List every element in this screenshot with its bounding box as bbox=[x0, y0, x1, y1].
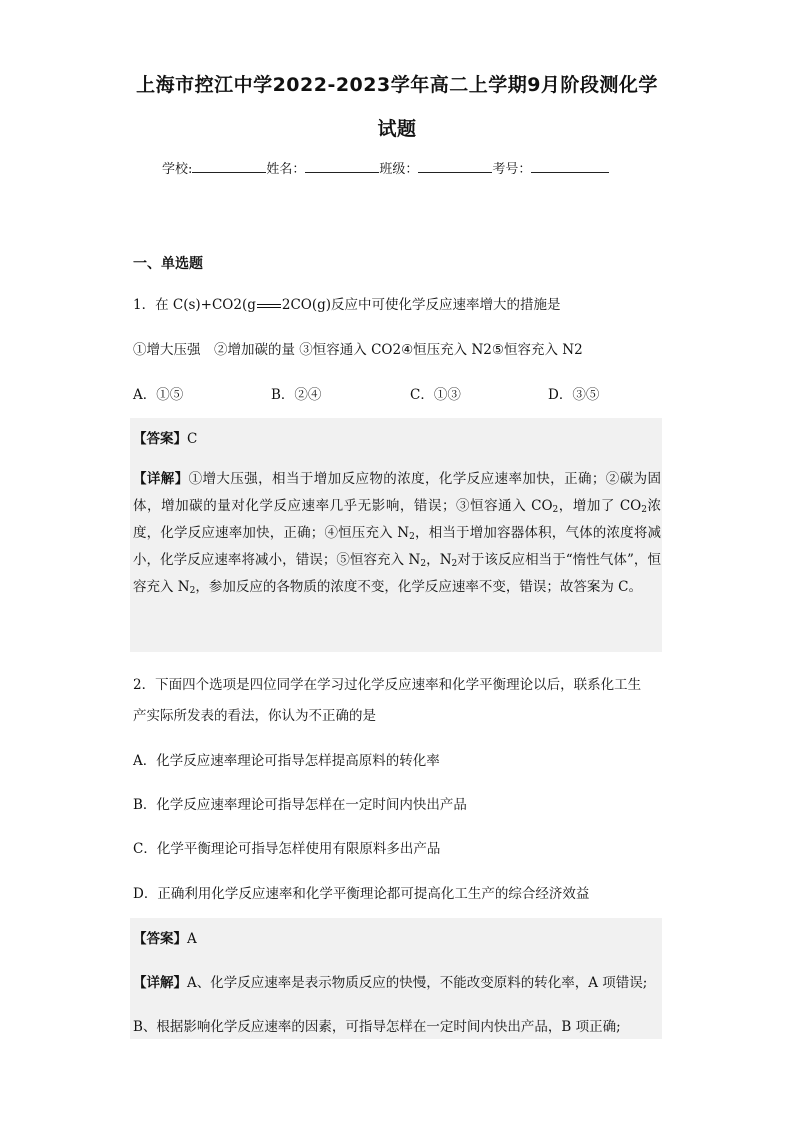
q2-detail-line-2: B、根据影响化学反应速率的因素，可指导怎样在一定时间内快出产品，B 项正确; bbox=[133, 1019, 621, 1035]
q2-option-d[interactable]: D．正确利用化学反应速率和化学平衡理论都可提高化工生产的综合经济效益 bbox=[133, 886, 590, 902]
q1-detail-text-4: ，相当于增加容器体积，气体的浓度将减小，化学反应速率将减小，错误；⑤恒容充入 N bbox=[133, 525, 661, 568]
number-field[interactable] bbox=[531, 160, 609, 173]
q1-answer-label: 【答案】 bbox=[133, 431, 187, 447]
subscript: 2 bbox=[189, 586, 196, 596]
q2-detail-line-1 bbox=[133, 971, 647, 991]
q1-option-b[interactable]: B．②④ bbox=[271, 387, 322, 403]
school-label: 学校: bbox=[162, 162, 193, 177]
q1-option-a[interactable]: A．①⑤ bbox=[133, 387, 184, 403]
subscript: 2 bbox=[409, 532, 415, 542]
question-1-stem bbox=[133, 293, 561, 313]
title-line-1: 上海市控江中学2022-2023学年高二上学期9月阶段测化学 bbox=[136, 74, 658, 96]
name-field[interactable] bbox=[305, 160, 379, 173]
q1-answer bbox=[133, 427, 197, 447]
q1-detail-text-3: 浓度，化学反应速率加快，正确；④恒压充入 N bbox=[133, 498, 661, 541]
subscript: 2 bbox=[641, 505, 647, 515]
school-field[interactable] bbox=[192, 160, 266, 173]
q1-answer-value: C bbox=[187, 431, 198, 447]
q2-answer bbox=[133, 927, 197, 947]
q1-detail-text-2: ，增加了 CO bbox=[558, 498, 642, 514]
q1-detail-text-7: ，参加反应的各物质的浓度不变，化学反应速率不变，错误；故答案为 C。 bbox=[195, 579, 642, 595]
number-label: 考号： bbox=[492, 162, 532, 177]
equilibrium-arrow-icon bbox=[257, 301, 281, 311]
q2-option-a[interactable]: A．化学反应速率理论可指导怎样提高原料的转化率 bbox=[133, 753, 440, 769]
subscript: 2 bbox=[420, 559, 427, 569]
q1-detail-text-6: 对于该反应相当于“惰性气体”，恒容充入 N bbox=[133, 552, 661, 595]
class-field[interactable] bbox=[418, 160, 492, 173]
q1-detail bbox=[133, 466, 661, 601]
subscript: 2 bbox=[451, 559, 458, 569]
q1-detail-text-1: ①增大压强，相当于增加反应物的浓度，化学反应速率加快，正确；②碳为固体，增加碳的量对化学反应速率几乎无影响，错误；③恒容通入 CO bbox=[133, 471, 662, 514]
q1-detail-text-5: ，N bbox=[426, 552, 452, 568]
question-1-prefix: 1．在 C(s)+CO2(g bbox=[133, 297, 256, 313]
q2-option-c[interactable]: C．化学平衡理论可指导怎样使用有限原料多出产品 bbox=[133, 841, 441, 857]
question-1-suffix: 2CO(g)反应中可使化学反应速率增大的措施是 bbox=[281, 297, 561, 313]
question-1-measures: ①增大压强 ②增加碳的量 ③恒容通入 CO2④恒压充入 N2⑤恒容充入 N2 bbox=[133, 342, 583, 358]
q2-detail-text-1: A、化学反应速率是表示物质反应的快慢，不能改变原料的转化率，A 项错误; bbox=[187, 975, 648, 991]
section-heading: 一、单选题 bbox=[133, 256, 203, 272]
q2-detail-label: 【详解】 bbox=[133, 975, 187, 991]
name-label: 姓名： bbox=[266, 162, 306, 177]
q2-answer-value: A bbox=[187, 931, 197, 947]
question-2-stem-line-2: 产实际所发表的看法，你认为不正确的是 bbox=[133, 708, 376, 724]
subscript: 2 bbox=[552, 505, 559, 515]
class-label: 班级： bbox=[379, 162, 419, 177]
q2-answer-label: 【答案】 bbox=[133, 931, 187, 947]
q2-option-b[interactable]: B．化学反应速率理论可指导怎样在一定时间内快出产品 bbox=[133, 797, 467, 813]
q1-option-c[interactable]: C．①③ bbox=[410, 387, 461, 403]
q1-detail-label: 【详解】 bbox=[133, 471, 189, 487]
q1-option-d[interactable]: D．③⑤ bbox=[548, 387, 600, 403]
question-2-stem-line-1: 2．下面四个选项是四位同学在学习过化学反应速率和化学平衡理论以后，联系化工生 bbox=[133, 677, 642, 693]
student-info-row bbox=[162, 158, 609, 177]
title-line-2: 试题 bbox=[377, 118, 417, 140]
